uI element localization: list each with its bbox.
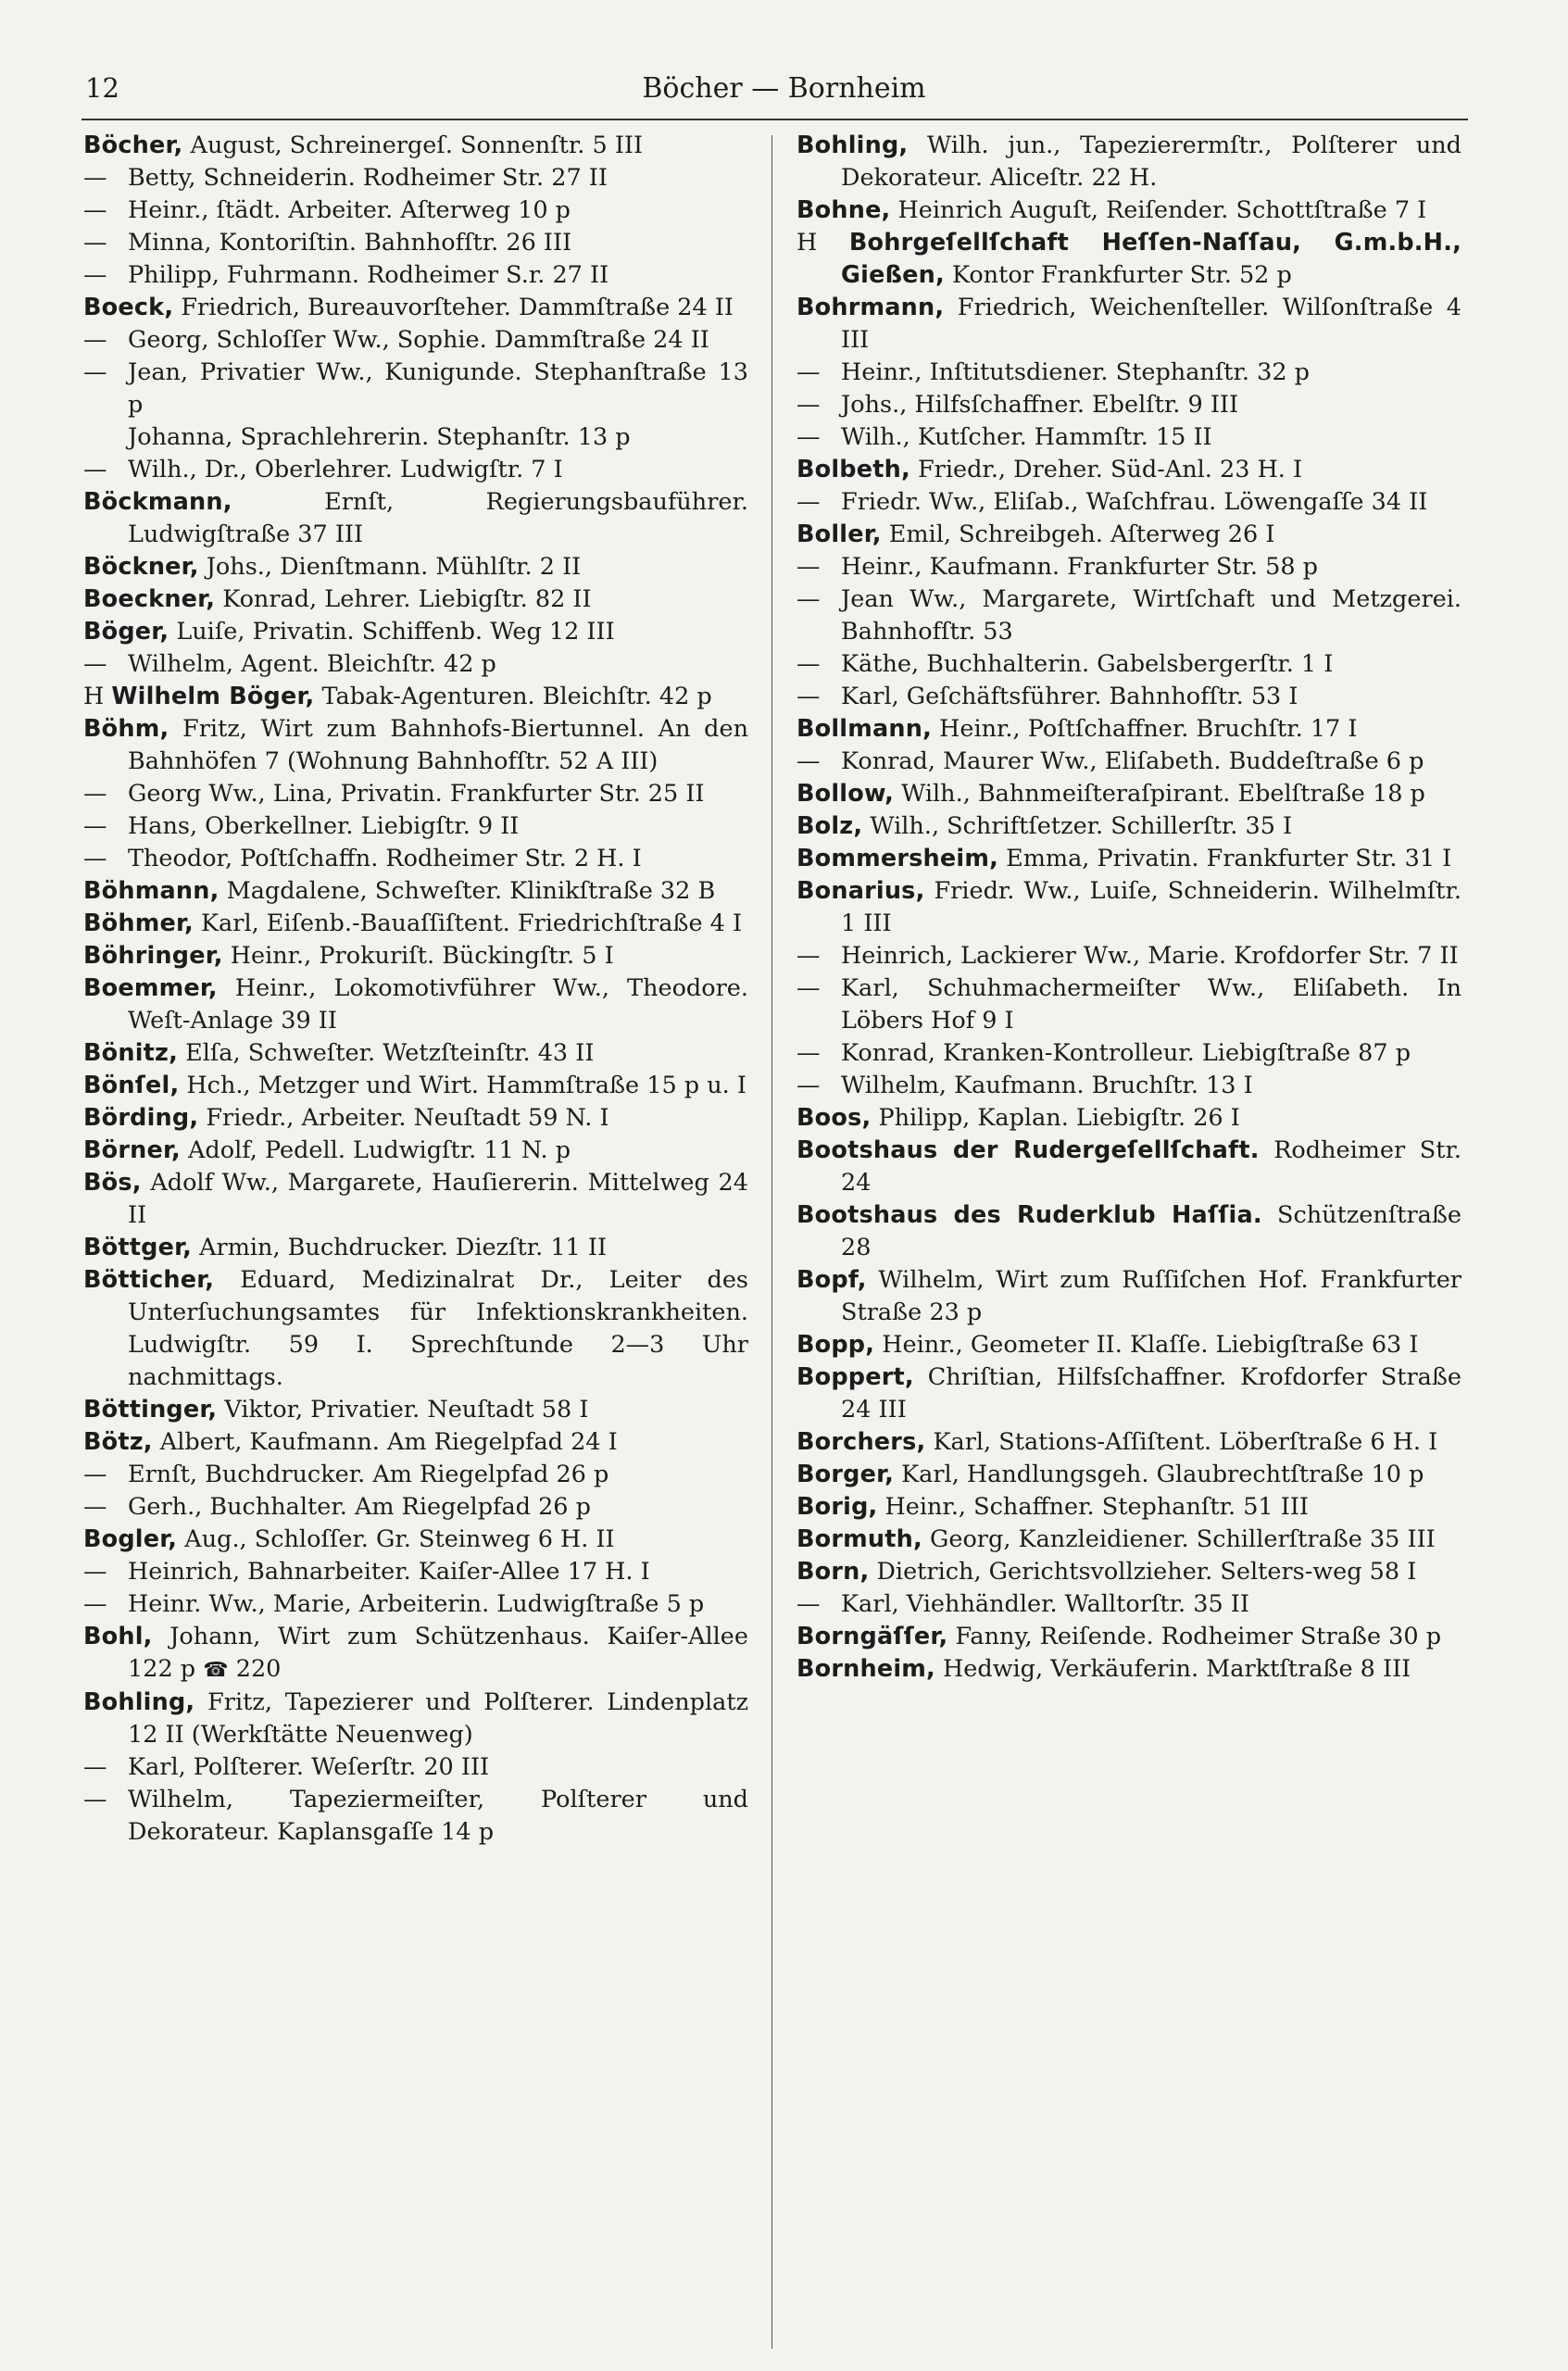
entry-details: Ernſt, Buchdrucker. Am Riegelpfad 26 p xyxy=(128,1461,609,1488)
directory-entry xyxy=(797,551,1461,583)
directory-entry xyxy=(797,940,1461,972)
directory-entry xyxy=(797,972,1461,1037)
entry-details: Jean, Privatier Ww., Kunigunde. Stephanſtraße 13 p xyxy=(128,358,748,419)
directory-entry xyxy=(83,1394,748,1426)
entry-details: Wilh., Kutſcher. Hammſtr. 15 II xyxy=(841,423,1212,451)
entry-name: Bommersheim, xyxy=(797,845,998,872)
directory-entry xyxy=(83,324,748,357)
entry-name: Boller, xyxy=(797,521,882,548)
directory-entry xyxy=(83,551,748,583)
continuation-dash: — xyxy=(797,974,821,1002)
entry-details: Friedr. Ww., Luiſe, Schneiderin. Wilhelmſtr. 1 III xyxy=(841,877,1461,937)
directory-entry xyxy=(797,1653,1461,1686)
entry-name: Borchers, xyxy=(797,1428,926,1456)
entry-name: Bopf, xyxy=(797,1266,867,1294)
entry-details: Karl, Viehhändler. Walltorſtr. 35 II xyxy=(841,1590,1249,1618)
page-number: 12 xyxy=(85,72,119,104)
left-column xyxy=(83,130,748,2352)
entry-name: Born, xyxy=(797,1558,870,1586)
entry-details: Eduard, Medizinalrat Dr., Leiter des Unterſuchungsamtes für Infektionskrankheiten. Ludwigſtr. 59 I. Sprechſtunde 2—3 Uhr nachmittags. xyxy=(128,1266,748,1391)
entry-details: August, Schreinergeſ. Sonnenſtr. 5 III xyxy=(182,132,644,159)
entry-details: Johs., Hilfsſchaffner. Ebelſtr. 9 III xyxy=(841,391,1239,419)
entry-details: Hch., Metzger und Wirt. Hammſtraße 15 p u. I xyxy=(179,1072,746,1099)
entry-name: Böckmann, xyxy=(83,488,232,516)
directory-entry xyxy=(797,1329,1461,1361)
directory-entry xyxy=(83,1459,748,1491)
directory-entry xyxy=(83,1070,748,1102)
continuation-dash: — xyxy=(797,942,821,970)
directory-entry xyxy=(797,648,1461,681)
directory-entry xyxy=(797,1264,1461,1329)
right-column xyxy=(797,130,1461,2352)
continuation-dash: — xyxy=(797,423,821,451)
directory-entry xyxy=(83,292,748,324)
entry-name: Bohl, xyxy=(83,1623,153,1650)
directory-entry xyxy=(83,616,748,648)
entry-name: Bootshaus der Rudergeſellſchaft. xyxy=(797,1136,1260,1164)
entry-name: Böcher, xyxy=(83,132,183,159)
entry-details: Dietrich, Gerichtsvollzieher. Selters-weg 58 I xyxy=(869,1558,1417,1586)
entry-name: Borig, xyxy=(797,1493,878,1521)
entry-details: Wilh., Schriftſetzer. Schillerſtr. 35 I xyxy=(862,812,1293,840)
directory-entry xyxy=(797,1556,1461,1588)
directory-entry xyxy=(83,357,748,421)
entry-name: Boos, xyxy=(797,1104,872,1132)
entry-details: Fanny, Reiſende. Rodheimer Straße 30 p xyxy=(947,1623,1442,1650)
directory-entry xyxy=(797,1070,1461,1102)
directory-entry xyxy=(83,1232,748,1264)
directory-entry xyxy=(797,1135,1461,1199)
directory-entry xyxy=(83,454,748,486)
entry-name: Borngäſſer, xyxy=(797,1623,948,1650)
continuation-dash: — xyxy=(83,358,107,386)
directory-entry xyxy=(83,1524,748,1556)
directory-entry xyxy=(797,583,1461,648)
entry-name: Bornheim, xyxy=(797,1655,935,1683)
entry-details: Konrad, Maurer Ww., Eliſabeth. Buddeſtraße 6 p xyxy=(841,747,1424,775)
directory-entry xyxy=(83,1426,748,1459)
directory-entry xyxy=(797,875,1461,940)
entry-name: Böger, xyxy=(83,618,169,646)
directory-entry xyxy=(797,810,1461,843)
entry-details: Minna, Kontoriſtin. Bahnhofſtr. 26 III xyxy=(128,229,572,257)
entry-details: Konrad, Lehrer. Liebigſtr. 82 II xyxy=(215,585,592,613)
directory-entry xyxy=(797,292,1461,357)
continuation-dash: — xyxy=(83,812,107,840)
directory-entry xyxy=(83,810,748,843)
entry-details: Jean Ww., Margarete, Wirtſchaft und Metzgerei. Bahnhofſtr. 53 xyxy=(841,585,1461,646)
entry-details: Karl, Schuhmachermeiſter Ww., Eliſabeth. In Löbers Hof 9 I xyxy=(841,974,1461,1035)
entry-details: Elſa, Schweſter. Wetzſteinſtr. 43 II xyxy=(177,1039,595,1067)
entry-details: Hans, Oberkellner. Liebigſtr. 9 II xyxy=(128,812,520,840)
entry-name: Bollow, xyxy=(797,780,894,808)
directory-entry xyxy=(83,1167,748,1232)
directory-entry xyxy=(83,1037,748,1070)
entry-name: Böttger, xyxy=(83,1234,192,1261)
entry-details: Wilhelm, Tapeziermeiſter, Polſterer und Dekorateur. Kaplansgaſſe 14 p xyxy=(128,1786,748,1846)
directory-entry xyxy=(797,1459,1461,1491)
entry-name: Bohling, xyxy=(797,132,909,159)
directory-entry xyxy=(797,1361,1461,1426)
directory-entry xyxy=(83,583,748,616)
continuation-dash: — xyxy=(83,261,107,289)
entry-name: Borger, xyxy=(797,1461,894,1488)
directory-entry xyxy=(797,681,1461,713)
entry-details: Fritz, Tapezierer und Polſterer. Lindenplatz 12 II (Werkſtätte Neuenweg) xyxy=(128,1688,748,1749)
directory-entry xyxy=(83,259,748,292)
entry-name: Bohrmann, xyxy=(797,294,945,321)
directory-entry xyxy=(83,1588,748,1621)
entry-details: Heinr., Kaufmann. Frankfurter Str. 58 p xyxy=(841,553,1319,581)
column-divider xyxy=(771,135,772,2349)
directory-entry xyxy=(83,486,748,551)
entry-details: Karl, Geſchäftsführer. Bahnhofſtr. 53 I xyxy=(841,683,1298,710)
continuation-dash: — xyxy=(83,1590,107,1618)
directory-entry xyxy=(797,843,1461,875)
directory-entry xyxy=(83,1621,748,1687)
continuation-dash: — xyxy=(797,391,821,419)
telephone-number: 220 xyxy=(228,1655,282,1683)
entry-details: Emma, Privatin. Frankfurter Str. 31 I xyxy=(998,845,1452,872)
entry-name: Böttinger, xyxy=(83,1396,218,1424)
continuation-dash: — xyxy=(797,488,821,516)
directory-entry xyxy=(797,227,1461,292)
entry-details: Karl, Eiſenb.-Bauaſſiſtent. Friedrichſtraße 4 I xyxy=(193,910,743,937)
entry-name: Wilhelm Böger, xyxy=(111,683,315,710)
entry-name: Börding, xyxy=(83,1104,199,1132)
entry-details: Gerh., Buchhalter. Am Riegelpfad 26 p xyxy=(128,1493,591,1521)
entry-details: Philipp, Fuhrmann. Rodheimer S.r. 27 II xyxy=(128,261,609,289)
entry-details: Kontor Frankfurter Str. 52 p xyxy=(944,261,1292,289)
directory-entry xyxy=(83,972,748,1037)
entry-details: Johanna, Sprachlehrerin. Stephanſtr. 13 p xyxy=(128,423,631,451)
directory-entry xyxy=(83,421,748,454)
entry-details: Chriſtian, Hilfsſchaffner. Krofdorfer Straße 24 III xyxy=(841,1363,1461,1424)
continuation-dash: — xyxy=(797,683,821,710)
directory-entry xyxy=(797,1588,1461,1621)
directory-entry xyxy=(83,1784,748,1849)
entry-details: Hedwig, Verkäuferin. Marktſtraße 8 III xyxy=(935,1655,1411,1683)
continuation-dash: — xyxy=(83,164,107,192)
entry-details: Friedrich, Bureauvorſteher. Dammſtraße 24 II xyxy=(173,294,734,321)
entry-name: Bötz, xyxy=(83,1428,153,1456)
entry-details: Schützenſtraße 28 xyxy=(841,1201,1461,1261)
continuation-dash: — xyxy=(83,326,107,354)
entry-details: Heinr., Lokomotivführer Ww., Theodore. Weſt-Anlage 39 II xyxy=(128,974,748,1035)
entry-details: Albert, Kaufmann. Am Riegelpfad 24 I xyxy=(152,1428,618,1456)
directory-entry xyxy=(797,389,1461,421)
entry-name: Börner, xyxy=(83,1136,181,1164)
entry-name: Boemmer, xyxy=(83,974,218,1002)
entry-name: Bogler, xyxy=(83,1525,178,1553)
entry-name: Boeckner, xyxy=(83,585,216,613)
entry-name: Böckner, xyxy=(83,553,199,581)
directory-entry xyxy=(83,843,748,875)
entry-details: Heinr., Schaffner. Stephanſtr. 51 III xyxy=(877,1493,1309,1521)
entry-details: Viktor, Privatier. Neuſtadt 58 I xyxy=(217,1396,589,1424)
entry-details: Rodheimer Str. 24 xyxy=(841,1136,1461,1197)
entry-details: Aug., Schloſſer. Gr. Steinweg 6 H. II xyxy=(177,1525,615,1553)
continuation-dash: — xyxy=(83,1461,107,1488)
entry-details: Georg, Kanzleidiener. Schillerſtraße 35 III xyxy=(922,1525,1436,1553)
entry-name: Boppert, xyxy=(797,1363,914,1391)
entry-details: Wilhelm, Kaufmann. Bruchſtr. 13 I xyxy=(841,1072,1253,1099)
entry-name: Bolz, xyxy=(797,812,863,840)
entry-details: Karl, Handlungsgeh. Glaubrechtſtraße 10 p xyxy=(894,1461,1424,1488)
entry-name: Bös, xyxy=(83,1169,142,1197)
entry-name: Bohling, xyxy=(83,1688,195,1716)
entry-name: Bönſel, xyxy=(83,1072,180,1099)
entry-details: Heinr., Geometer II. Klaſſe. Liebigſtraße 63 I xyxy=(874,1331,1419,1359)
entry-name: Böhmer, xyxy=(83,910,194,937)
continuation-dash: — xyxy=(83,1558,107,1586)
continuation-dash: — xyxy=(83,1786,107,1813)
entry-name: Bohne, xyxy=(797,196,891,224)
continuation-dash: — xyxy=(797,1039,821,1067)
entry-details: Heinrich, Lackierer Ww., Marie. Krofdorfer Str. 7 II xyxy=(841,942,1459,970)
entry-details: Johs., Dienſtmann. Mühlſtr. 2 II xyxy=(198,553,582,581)
directory-entry xyxy=(797,421,1461,454)
continuation-dash: — xyxy=(797,650,821,678)
continuation-dash: — xyxy=(83,229,107,257)
entry-marker: H xyxy=(797,229,849,257)
entry-details: Ernſt, Regierungsbauführer. Ludwigſtraße 37 III xyxy=(128,488,748,548)
directory-entry xyxy=(83,648,748,681)
entry-details: Friedr., Arbeiter. Neuſtadt 59 N. I xyxy=(198,1104,609,1132)
entry-name: Bopp, xyxy=(797,1331,875,1359)
continuation-dash: — xyxy=(83,1493,107,1521)
directory-entry xyxy=(83,778,748,810)
header-rule xyxy=(82,119,1468,120)
entry-name: Bötticher, xyxy=(83,1266,215,1294)
entry-name: Bormuth, xyxy=(797,1525,922,1553)
entry-details: Heinrich Auguſt, Reiſender. Schottſtraße 7 I xyxy=(890,196,1427,224)
directory-entry xyxy=(83,194,748,227)
entry-details: Wilhelm, Wirt zum Ruſſiſchen Hof. Frankfurter Straße 23 p xyxy=(841,1266,1461,1326)
directory-entry xyxy=(797,1199,1461,1264)
directory-entry xyxy=(83,227,748,259)
entry-details: Emil, Schreibgeh. Aſterweg 26 I xyxy=(881,521,1275,548)
entry-name: Bonarius, xyxy=(797,877,925,905)
continuation-dash: — xyxy=(83,456,107,483)
directory-entry xyxy=(797,1621,1461,1653)
entry-details: Heinr., Poſtſchaffner. Bruchſtr. 17 I xyxy=(932,715,1358,743)
directory-entry xyxy=(797,1491,1461,1524)
directory-entry xyxy=(797,778,1461,810)
directory-entry xyxy=(797,194,1461,227)
continuation-dash: — xyxy=(83,845,107,872)
directory-entry xyxy=(797,746,1461,778)
directory-entry xyxy=(83,162,748,194)
directory-entry xyxy=(797,519,1461,551)
directory-entry xyxy=(83,940,748,972)
entry-name: Bootshaus des Ruderklub Haſſia. xyxy=(797,1201,1262,1229)
directory-entry xyxy=(83,908,748,940)
directory-entry xyxy=(83,1491,748,1524)
telephone-icon: ☎ xyxy=(203,1659,229,1682)
entry-details: Friedr., Dreher. Süd-Anl. 23 H. I xyxy=(909,456,1303,483)
entry-name: Boeck, xyxy=(83,294,174,321)
continuation-dash: — xyxy=(83,780,107,808)
entry-details: Friedr. Ww., Eliſab., Waſchfrau. Löwengaſſe 34 II xyxy=(841,488,1428,516)
directory-entry xyxy=(83,875,748,908)
entry-details: Armin, Buchdrucker. Diezſtr. 11 II xyxy=(192,1234,608,1261)
entry-details: Adolf Ww., Margarete, Hauſiererin. Mittelweg 24 II xyxy=(128,1169,748,1229)
directory-entry xyxy=(83,1556,748,1588)
entry-details: Wilh., Bahnmeiſteraſpirant. Ebelſtraße 18 p xyxy=(893,780,1425,808)
entry-details: Wilh. jun., Tapezierermſtr., Polſterer und Dekorateur. Aliceſtr. 22 H. xyxy=(841,132,1461,192)
entry-name: Böhm, xyxy=(83,715,169,743)
entry-details: Adolf, Pedell. Ludwigſtr. 11 N. p xyxy=(180,1136,571,1164)
directory-entry xyxy=(797,713,1461,746)
entry-details: Magdalene, Schweſter. Klinikſtraße 32 B xyxy=(219,877,716,905)
continuation-dash: — xyxy=(83,1753,107,1781)
directory-entry xyxy=(83,1135,748,1167)
entry-details: Wilhelm, Agent. Bleichſtr. 42 p xyxy=(128,650,496,678)
directory-entry xyxy=(83,130,748,162)
entry-details: Heinr., ſtädt. Arbeiter. Aſterweg 10 p xyxy=(128,196,571,224)
continuation-dash: — xyxy=(797,553,821,581)
continuation-dash: — xyxy=(83,650,107,678)
directory-entry xyxy=(797,454,1461,486)
entry-name: Bohrgeſellſchaft Heſſen-Naſſau, G.m.b.H., Gießen, xyxy=(841,229,1461,289)
entry-details: Johann, Wirt zum Schützenhaus. Kaiſer-Allee 122 p xyxy=(128,1623,748,1683)
entry-name: Bönitz, xyxy=(83,1039,178,1067)
directory-entry xyxy=(83,1264,748,1394)
continuation-dash: — xyxy=(797,1072,821,1099)
directory-entry xyxy=(797,130,1461,194)
entry-details: Tabak-Agenturen. Bleichſtr. 42 p xyxy=(314,683,712,710)
directory-entry xyxy=(83,681,748,713)
entry-name: Bolbeth, xyxy=(797,456,910,483)
continuation-dash: — xyxy=(797,747,821,775)
entry-details: Heinr. Ww., Marie, Arbeiterin. Ludwigſtraße 5 p xyxy=(128,1590,705,1618)
entry-details: Luiſe, Privatin. Schiffenb. Weg 12 III xyxy=(169,618,615,646)
entry-details: Philipp, Kaplan. Liebigſtr. 26 I xyxy=(871,1104,1240,1132)
continuation-dash: — xyxy=(797,358,821,386)
entry-details: Betty, Schneiderin. Rodheimer Str. 27 II xyxy=(128,164,608,192)
entry-name: Böhringer, xyxy=(83,942,223,970)
running-head: Böcher — Bornheim xyxy=(642,72,926,105)
directory-entry xyxy=(83,1687,748,1751)
entry-details: Karl, Stations-Aſſiſtent. Löberſtraße 6 H. I xyxy=(925,1428,1438,1456)
entry-details: Friedrich, Weichenſteller. Wilſonſtraße 4 III xyxy=(841,294,1461,354)
continuation-dash: — xyxy=(83,196,107,224)
directory-entry xyxy=(797,1524,1461,1556)
directory-entry xyxy=(797,1426,1461,1459)
continuation-indent xyxy=(83,421,128,454)
entry-details: Heinrich, Bahnarbeiter. Kaiſer-Allee 17 H. I xyxy=(128,1558,650,1586)
directory-entry xyxy=(797,1037,1461,1070)
entry-details: Käthe, Buchhalterin. Gabelsbergerſtr. 1 I xyxy=(841,650,1334,678)
entry-details: Heinr., Inſtitutsdiener. Stephanſtr. 32 p xyxy=(841,358,1310,386)
entry-details: Georg, Schloſſer Ww., Sophie. Dammſtraße 24 II xyxy=(128,326,709,354)
continuation-dash: — xyxy=(797,1590,821,1618)
continuation-dash: — xyxy=(797,585,821,613)
entry-name: Böhmann, xyxy=(83,877,220,905)
directory-entry xyxy=(797,357,1461,389)
entry-details: Theodor, Poſtſchaffn. Rodheimer Str. 2 H. I xyxy=(128,845,642,872)
directory-entry xyxy=(797,1102,1461,1135)
directory-entry xyxy=(83,1751,748,1784)
entry-details: Konrad, Kranken-Kontrolleur. Liebigſtraße 87 p xyxy=(841,1039,1411,1067)
entry-details: Wilh., Dr., Oberlehrer. Ludwigſtr. 7 I xyxy=(128,456,563,483)
entry-name: Bollmann, xyxy=(797,715,933,743)
entry-details: Karl, Polſterer. Weſerſtr. 20 III xyxy=(128,1753,490,1781)
entry-details: Heinr., Prokuriſt. Bückingſtr. 5 I xyxy=(222,942,614,970)
directory-entry xyxy=(83,713,748,778)
directory-entry xyxy=(83,1102,748,1135)
directory-entry xyxy=(797,486,1461,519)
entry-marker: H xyxy=(83,683,112,710)
entry-details: Fritz, Wirt zum Bahnhofs-Biertunnel. An den Bahnhöfen 7 (Wohnung Bahnhofſtr. 52 A III) xyxy=(128,715,748,775)
entry-details: Georg Ww., Lina, Privatin. Frankfurter Str. 25 II xyxy=(128,780,705,808)
